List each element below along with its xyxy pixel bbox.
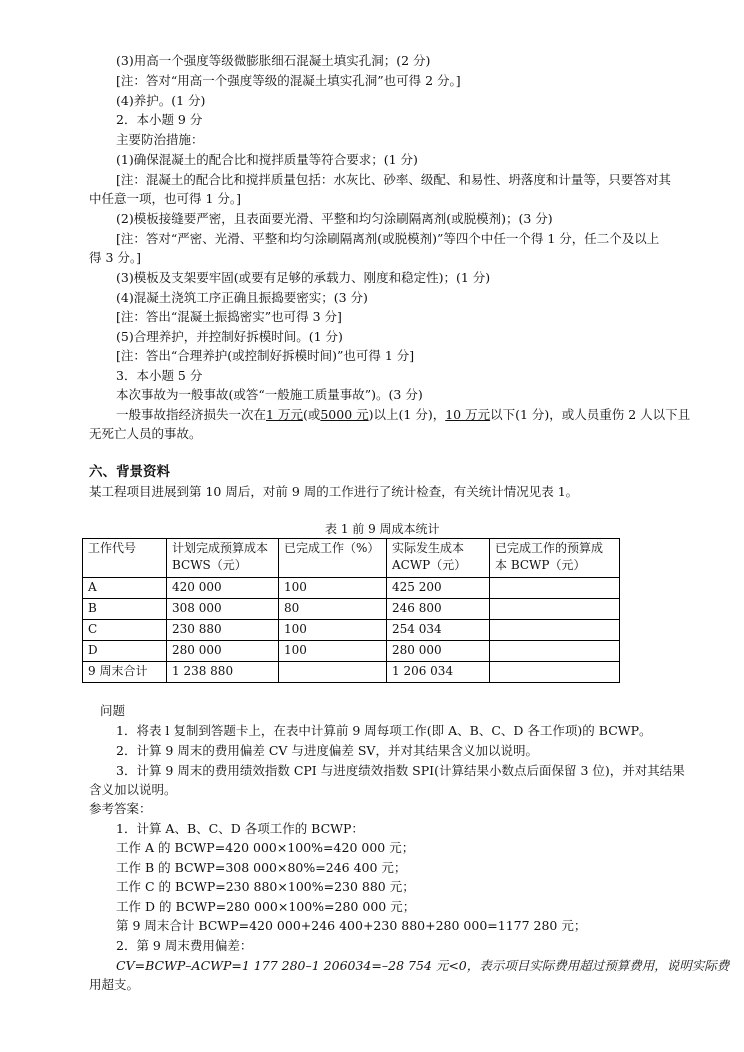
table-cell: 246 800	[387, 599, 490, 620]
cost-table	[82, 538, 620, 683]
table-row	[83, 620, 620, 641]
underlined-amount: 10 万元	[445, 407, 491, 422]
header-work-code: 工作代号	[83, 539, 167, 578]
calc-line: CV=BCWP–ACWP=1 177 280–1 206034=–28 754 元<0，表示项目实际费用超过预算费用，说明实际费	[116, 958, 730, 973]
answer-line: 主要防治措施：	[116, 132, 204, 147]
calc-line: 工作 D 的 BCWP=280 000×100%=280 000 元；	[116, 899, 416, 914]
table-cell: 308 000	[167, 599, 279, 620]
answer-line	[116, 406, 690, 423]
table-cell: 230 880	[167, 620, 279, 641]
answer-line: (4)养护。(1 分)	[116, 93, 206, 108]
header-bcwp: 已完成工作的预算成本 BCWP（元）	[490, 539, 620, 578]
table-cell: B	[83, 599, 167, 620]
answer-step: 2．第 9 周末费用偏差：	[116, 938, 253, 953]
question-item: 3．计算 9 周末的费用绩效指数 CPI 与进度绩效指数 SPI(计算结果小数点后面保留 3 位)，并对其结果	[116, 763, 685, 778]
header-completed-pct: 已完成工作（%）	[279, 539, 387, 578]
answer-line: (2)模板接缝要严密，且表面要光滑、平整和均匀涂刷隔离剂(或脱模剂)；(3 分)	[116, 211, 553, 226]
calc-line: 工作 C 的 BCWP=230 880×100%=230 880 元；	[116, 879, 415, 894]
table-cell: D	[83, 641, 167, 662]
table-cell: 100	[279, 578, 387, 599]
table-cell: 254 034	[387, 620, 490, 641]
underlined-amount: 5000 元	[320, 407, 369, 422]
table-cell	[490, 662, 620, 683]
text-run: )以上(1 分)，	[368, 407, 446, 422]
table-cell	[490, 620, 620, 641]
question-item: 2．计算 9 周末的费用偏差 CV 与进度偏差 SV，并对其结果含义加以说明。	[116, 743, 538, 758]
note-line: [注：答对“用高一个强度等级的混凝土填实孔洞”也可得 2 分。]	[116, 73, 461, 88]
table-caption: 表 1 前 9 周成本统计	[325, 522, 440, 536]
table-cell: 280 000	[167, 641, 279, 662]
table-cell: 1 206 034	[387, 662, 490, 683]
table-row	[83, 578, 620, 599]
note-line: [注：混凝土的配合比和搅拌质量包括：水灰比、砂率、级配、和易性、坍落度和计量等，只要答对其	[116, 172, 671, 187]
text-run: 一般事故指经济损失一次在	[116, 407, 267, 422]
note-line: [注：答出“合理养护(或控制好拆模时间)”也可得 1 分]	[116, 348, 415, 363]
table-cell: A	[83, 578, 167, 599]
table-cell	[490, 578, 620, 599]
calc-line: 工作 A 的 BCWP=420 000×100%=420 000 元；	[116, 840, 415, 855]
header-bcws: 计划完成预算成本 BCWS（元）	[167, 539, 279, 578]
answer-line: (1)确保混凝土的配合比和搅拌质量等符合要求；(1 分)	[116, 152, 418, 167]
table-cell	[490, 599, 620, 620]
answer-line: (3)用高一个强度等级微膨胀细石混凝土填实孔洞；(2 分)	[116, 53, 431, 68]
note-line: 得 3 分。]	[89, 250, 142, 265]
table-cell: 100	[279, 641, 387, 662]
text-run: (或	[302, 407, 321, 422]
table-cell: 1 238 880	[167, 662, 279, 683]
table-total-row	[83, 662, 620, 683]
answer-line: (5)合理养护，并控制好拆模时间。(1 分)	[116, 329, 343, 344]
table-cell: 420 000	[167, 578, 279, 599]
section-heading: 六、背景资料	[89, 464, 170, 480]
questions-title: 问题	[100, 703, 126, 718]
table-cell	[490, 641, 620, 662]
text-run: 以下(1 分)，或人员重伤 2 人以下且	[490, 407, 691, 422]
header-acwp: 实际发生成本 ACWP（元）	[387, 539, 490, 578]
answer-line: 无死亡人员的事故。	[89, 426, 202, 441]
table-cell: 80	[279, 599, 387, 620]
table-cell: 280 000	[387, 641, 490, 662]
note-line: [注：答出“混凝土振捣密实”也可得 3 分]	[116, 309, 342, 324]
note-line: [注：答对“严密、光滑、平整和均匀涂刷隔离剂(或脱模剂)”等四个中任一个得 1 分，任二个及以上	[116, 231, 660, 246]
table-row	[83, 641, 620, 662]
note-line: 中任意一项，也可得 1 分。]	[89, 191, 242, 206]
calc-line: 第 9 周末合计 BCWP=420 000+246 400+230 880+280 000=1177 280 元；	[116, 918, 587, 933]
table-cell: C	[83, 620, 167, 641]
answer-line: (3)模板及支架要牢固(或要有足够的承载力、刚度和稳定性)；(1 分)	[116, 270, 491, 285]
table-cell: 9 周末合计	[83, 662, 167, 683]
subquestion-label: 3．本小题 5 分	[116, 368, 203, 383]
question-item: 含义加以说明。	[89, 782, 177, 797]
question-item: 1．将表 l 复制到答题卡上，在表中计算前 9 周每项工作(即 A、B、C、D 各工作项)的 BCWP。	[116, 723, 652, 738]
table-header-row	[83, 539, 620, 578]
answer-line: 本次事故为一般事故(或答“一般施工质量事故”)。(3 分)	[116, 387, 423, 402]
answer-line: (4)混凝土浇筑工序正确且振捣要密实；(3 分)	[116, 290, 368, 305]
answers-title: 参考答案：	[89, 801, 152, 816]
calc-line: 工作 B 的 BCWP=308 000×80%=246 400 元；	[116, 860, 407, 875]
table-row	[83, 599, 620, 620]
underlined-amount: 1 万元	[266, 407, 303, 422]
section-intro: 某工程项目进展到第 10 周后，对前 9 周的工作进行了统计检查，有关统计情况见表 1。	[89, 484, 579, 499]
subquestion-label: 2．本小题 9 分	[116, 112, 203, 127]
table-cell	[279, 662, 387, 683]
answer-step: 1．计算 A、B、C、D 各项工作的 BCWP：	[116, 821, 364, 836]
calc-line: 用超支。	[89, 977, 140, 992]
table-cell: 425 200	[387, 578, 490, 599]
table-cell: 100	[279, 620, 387, 641]
